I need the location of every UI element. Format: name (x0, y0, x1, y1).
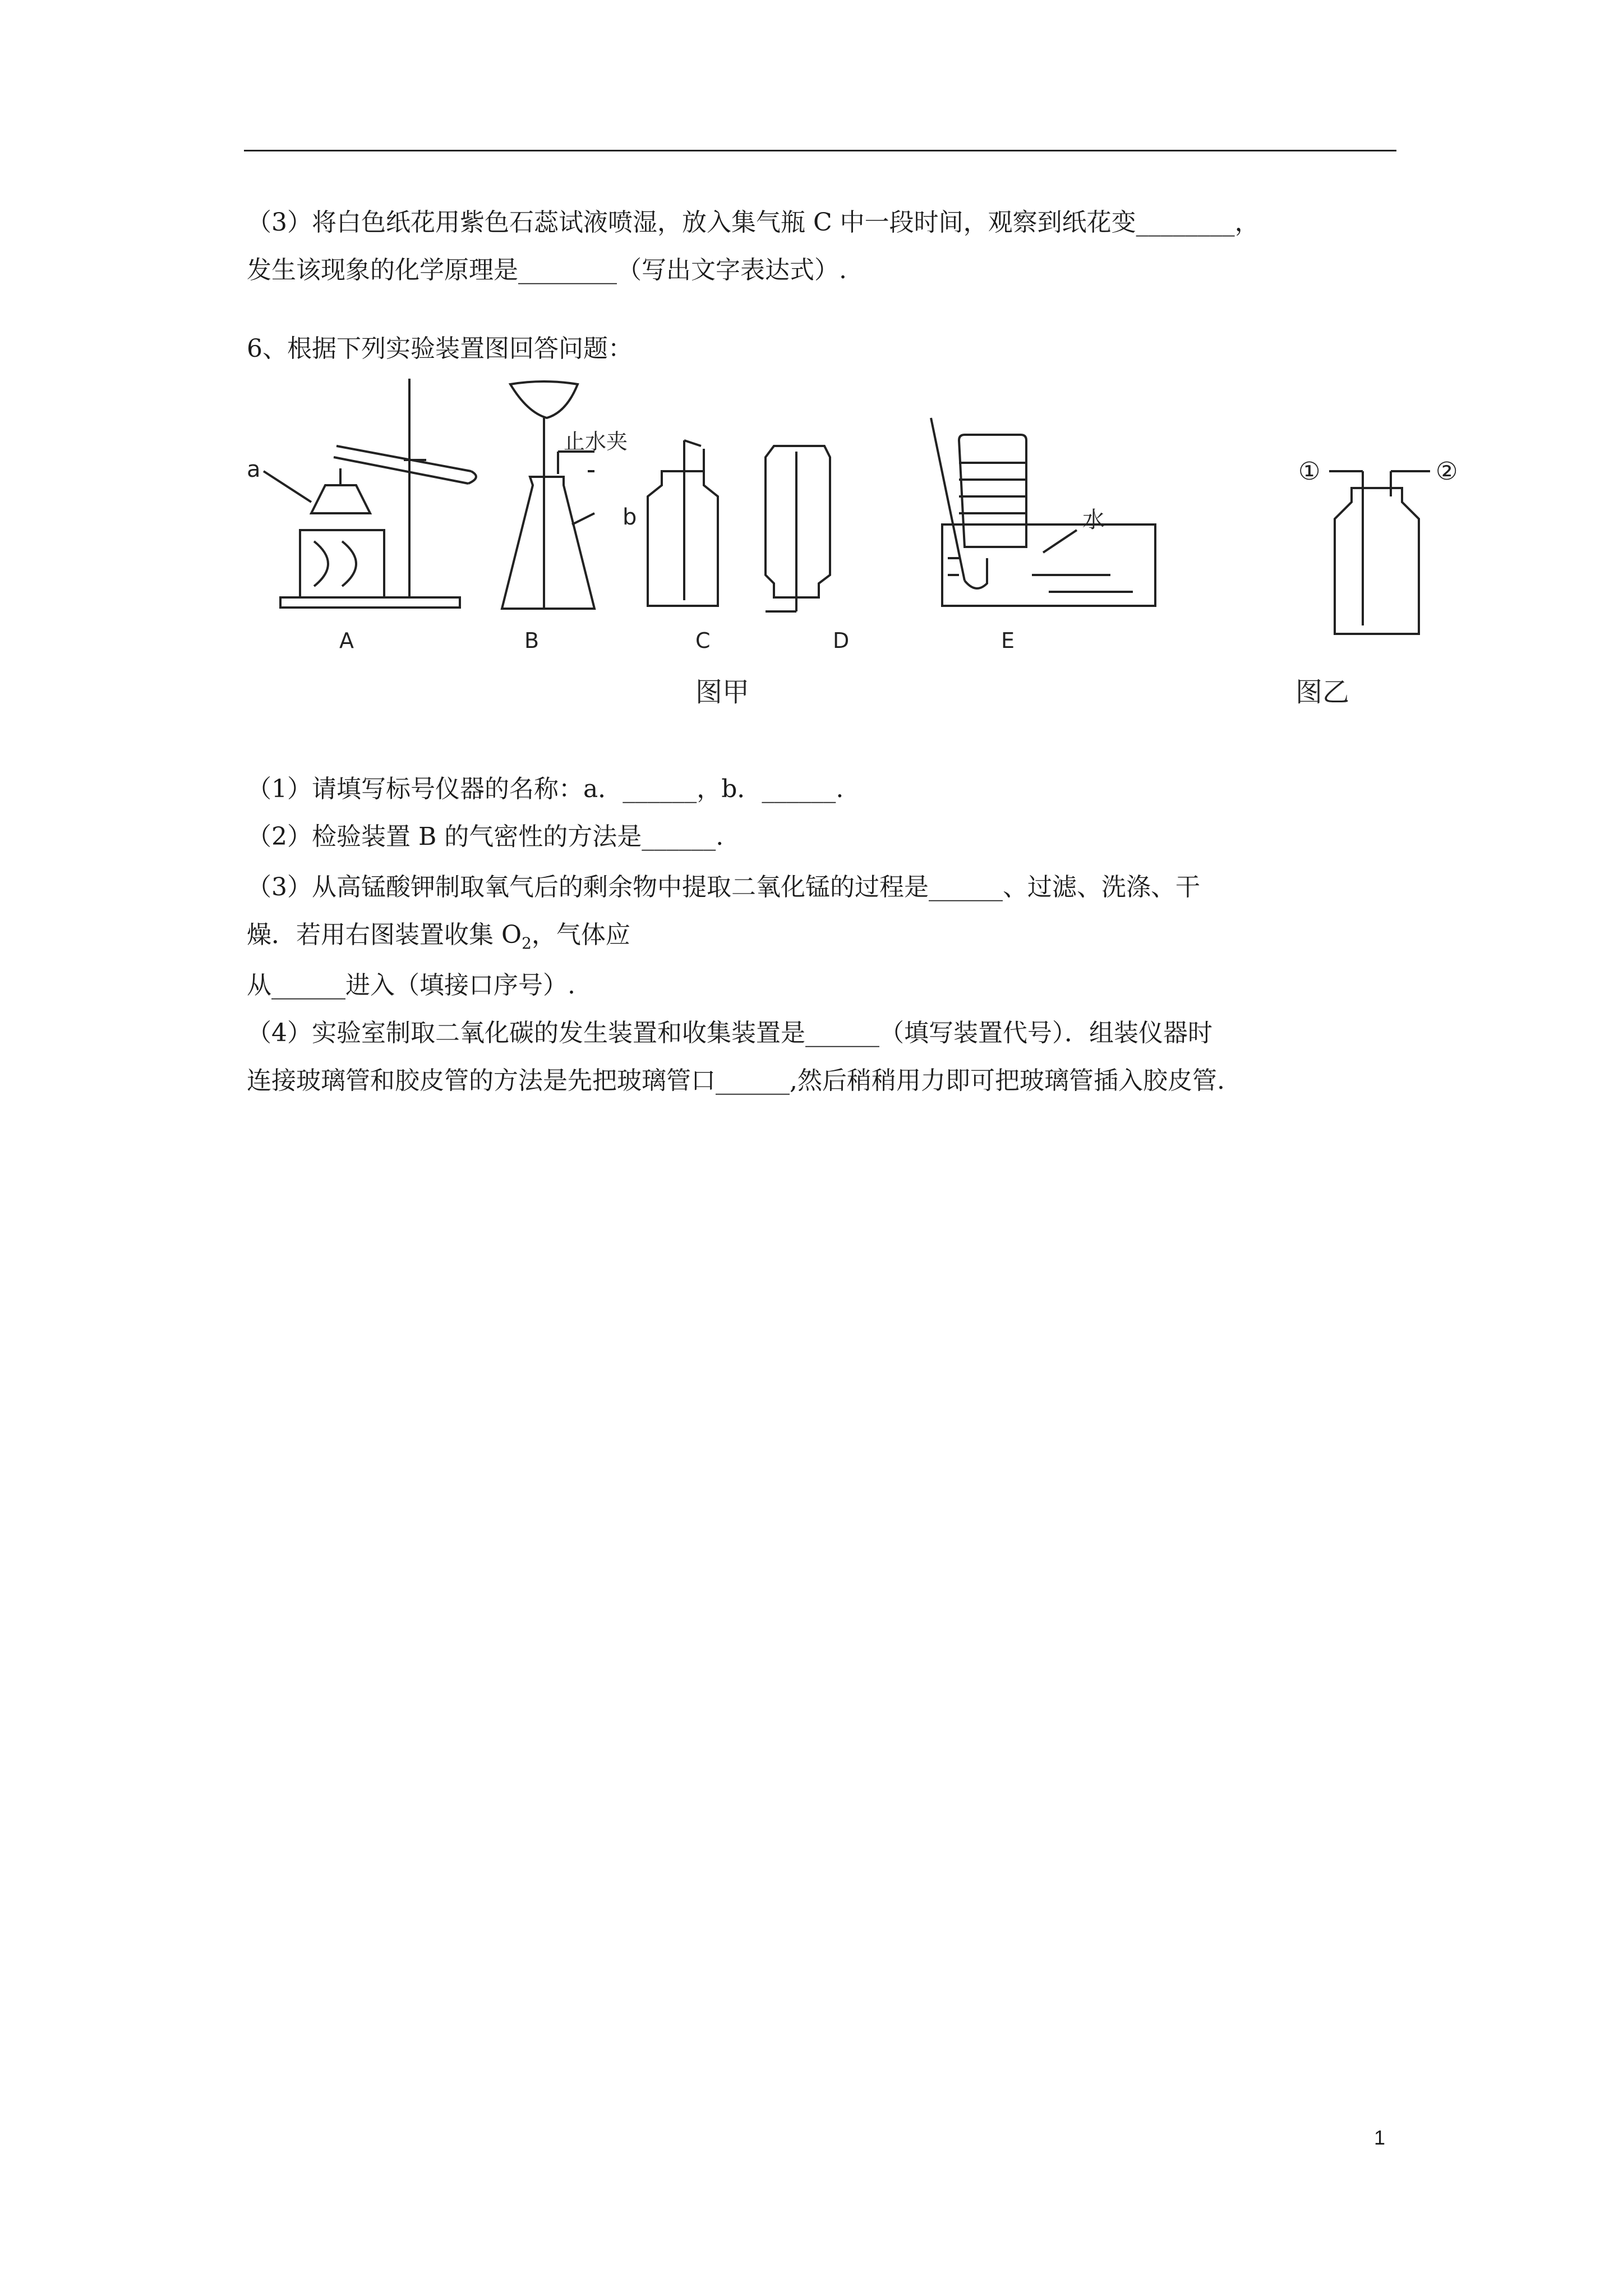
apparatus-a-drawing (264, 379, 476, 608)
q6-part2: （2）检验装置 B 的气密性的方法是______. (247, 822, 724, 851)
apparatus-label-b: B (524, 628, 540, 653)
port-2-label: ② (1436, 457, 1458, 486)
page-number: 1 (1374, 2126, 1386, 2149)
apparatus-label-c: C (695, 628, 711, 653)
apparatus-label-a: A (339, 628, 354, 653)
caption-figure-yi: 图乙 (1295, 677, 1350, 708)
apparatus-label-d: D (833, 628, 850, 653)
apparatus-figure (236, 373, 1492, 732)
apparatus-diagram (236, 373, 1492, 732)
label-water-clamp: 止水夹 (564, 429, 628, 454)
label-b: b (623, 504, 637, 530)
label-a: a (247, 457, 261, 482)
apparatus-c-drawing (648, 440, 718, 606)
q6-part4-line1: （4）实验室制取二氧化碳的发生装置和收集装置是______（填写装置代号）．组装仪器时 (247, 1019, 1212, 1047)
q6-part3-line2 (247, 923, 630, 951)
apparatus-yi-drawing (1329, 471, 1430, 634)
q6-part1: （1）请填写标号仪器的名称：a．______，b．______. (247, 775, 844, 803)
apparatus-d-drawing (766, 446, 830, 611)
q5-part3-line2: 发生该现象的化学原理是________（写出文字表达式）. (247, 256, 847, 284)
q6-part3-line1: （3）从高锰酸钾制取氧气后的剩余物中提取二氧化锰的过程是______、过滤、洗涤、干 (247, 873, 1200, 901)
oxygen-subscript: 2 (522, 933, 532, 953)
q5-part3-line1: （3）将白色纸花用紫色石蕊试液喷湿，放入集气瓶 C 中一段时间，观察到纸花变________， (247, 208, 1260, 237)
q6-part3-line2-post: ，气体应 (531, 921, 630, 949)
q6-part4-line2: 连接玻璃管和胶皮管的方法是先把玻璃管口______,然后稍稍用力即可把玻璃管插入胶皮管. (247, 1066, 1225, 1095)
question-6-title: 6、根据下列实验装置图回答问题： (247, 334, 633, 363)
label-water: 水 (1082, 507, 1105, 533)
apparatus-label-e: E (1001, 628, 1015, 653)
q6-part3-line2-pre: 燥．若用右图装置收集 O (247, 921, 522, 949)
port-1-label: ① (1298, 457, 1321, 486)
q6-part3-line3: 从______进入（填接口序号）. (247, 971, 575, 1000)
apparatus-e-drawing (931, 418, 1155, 606)
apparatus-b-drawing (502, 381, 594, 609)
header-rule (244, 150, 1396, 151)
caption-figure-jia: 图甲 (695, 677, 750, 708)
